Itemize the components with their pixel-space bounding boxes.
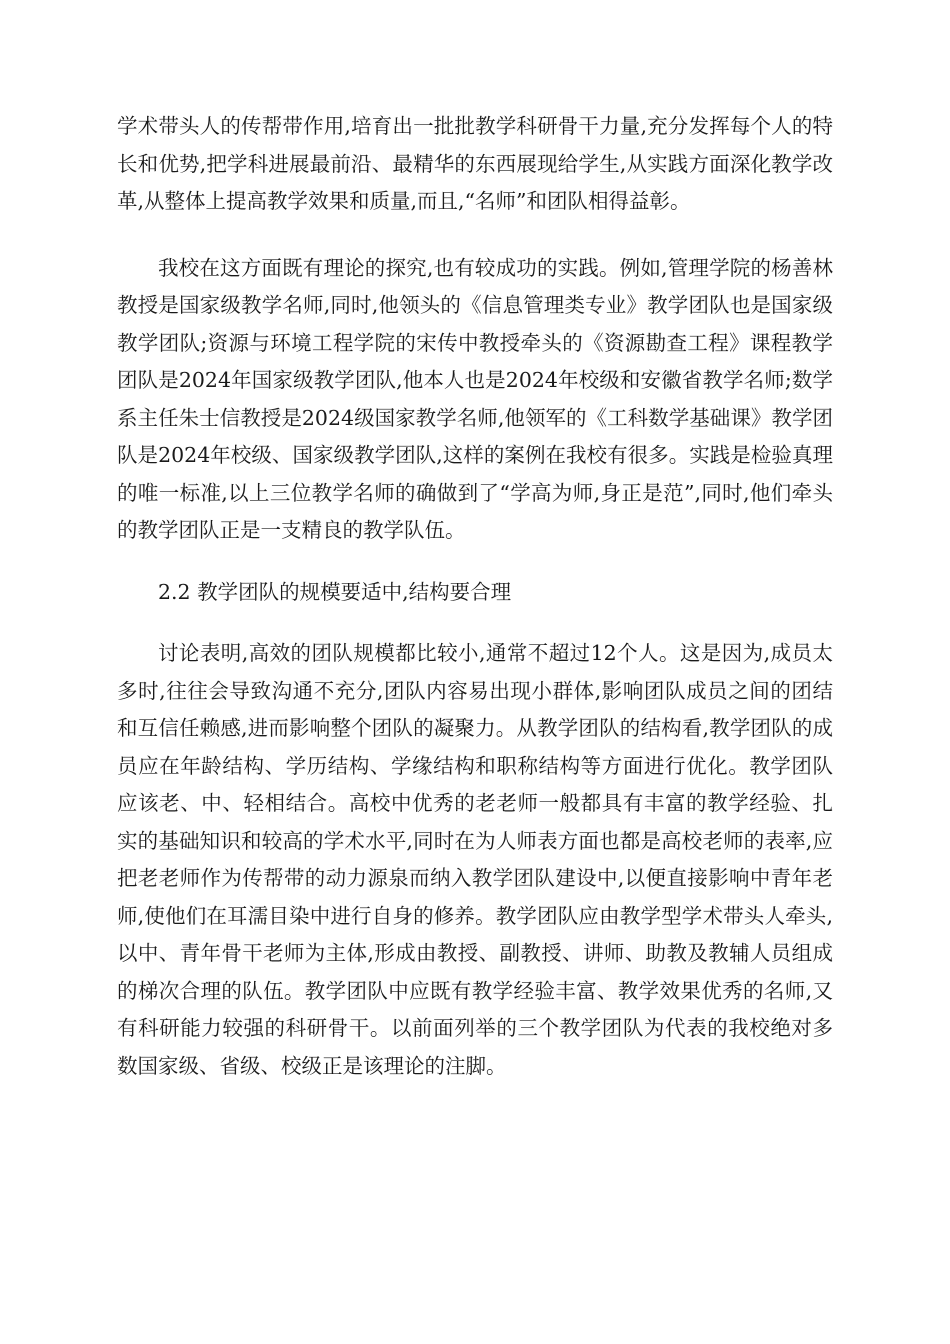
document-page [117, 108, 833, 1085]
paragraph-team-structure: 讨论表明,高效的团队规模都比较小,通常不超过12个人。这是因为,成员太多时,往往会导致沟通不充分,团队内容易出现小群体,影响团队成员之间的团结和互信任赖感,进而影响整个团队的凝聚力。从教学团队的结构看,教学团队的成员应在年龄结构、学历结构、学缘结构和职称结构等方面进行优化。教学团队应该老、中、轻相结合。高校中优秀的老老师一般都具有丰富的教学经验、扎实的基础知识和较高的学术水平,同时在为人师表方面也都是高校老师的表率,应把老老师作为传帮带的动力源泉而纳入教学团队建设中,以便直接影响中青年老师,使他们在耳濡目染中进行自身的修养。教学团队应由教学型学术带头人牵头,以中、青年骨干老师为主体,形成由教授、副教授、讲师、助教及教辅人员组成的梯次合理的队伍。教学团队中应既有教学经验丰富、教学效果优秀的名师,又有科研能力较强的科研骨干。以前面列举的三个教学团队为代表的我校绝对多数国家级、省级、校级正是该理论的注脚。 [117, 641, 833, 1078]
section-heading: 2.2 教学团队的规模要适中,结构要合理 [158, 579, 512, 604]
paragraph-school-practice: 我校在这方面既有理论的探究,也有较成功的实践。例如,管理学院的杨善林教授是国家级教学名师,同时,他领头的《信息管理类专业》教学团队也是国家级教学团队;资源与环境工程学院的宋传中教授牵头的《资源勘查工程》课程教学团队是2024年国家级教学团队,他本人也是2024年校级和安徽省教学名师;数学系主任朱士信教授是2024级国家教学名师,他领军的《工科数学基础课》教学团队是2024年校级、国家级教学团队,这样的案例在我校有很多。实践是检验真理的唯一标准,以上三位教学名师的确做到了“学高为师,身正是范”,同时,他们牵头的教学团队正是一支精良的教学队伍。 [117, 255, 833, 542]
paragraph-continuation: 学术带头人的传帮带作用,培育出一批批教学科研骨干力量,充分发挥每个人的特长和优势,把学科进展最前沿、最精华的东西展现给学生,从实践方面深化教学改革,从整体上提高教学效果和质量,而且,“名师”和团队相得益彰。 [117, 114, 833, 213]
